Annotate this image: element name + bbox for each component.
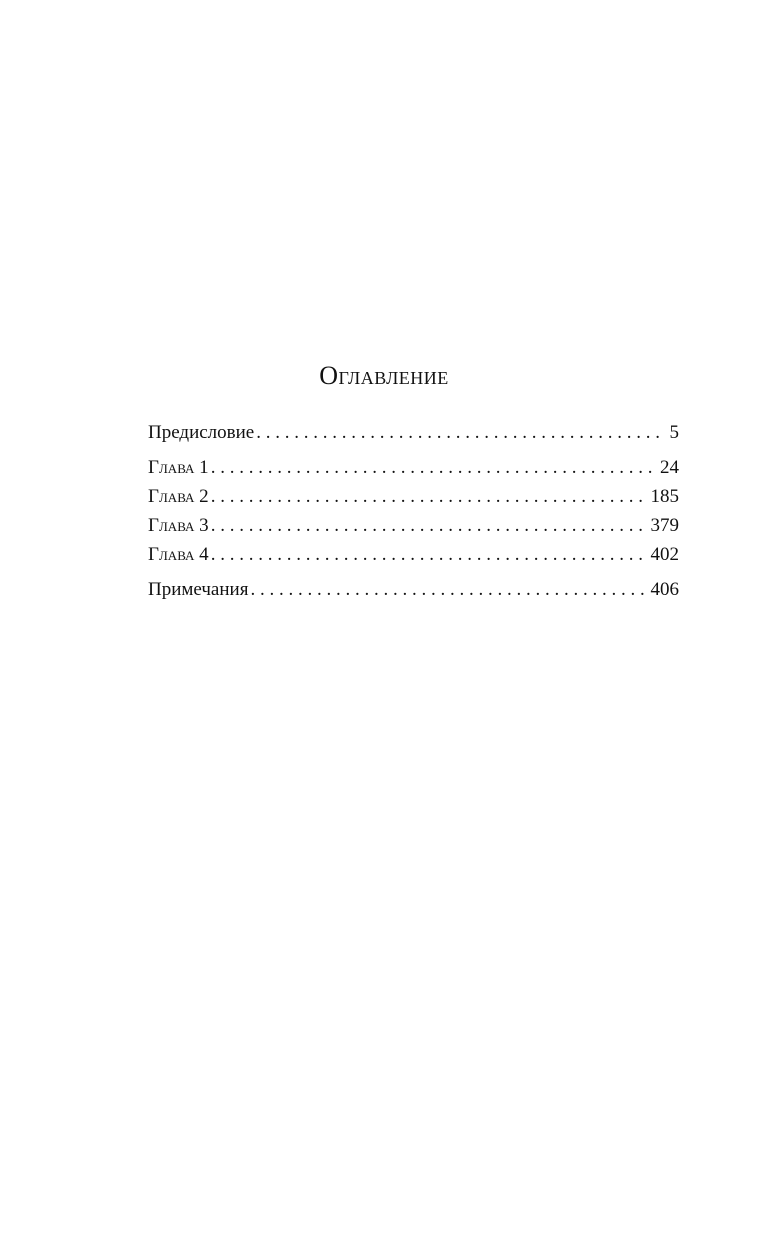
toc-entry-label: Предисловие (148, 422, 255, 443)
dot-leader (211, 540, 648, 569)
dot-leader (211, 482, 648, 511)
dot-leader (211, 453, 657, 482)
toc-entry-page-number: 185 (650, 486, 679, 507)
toc-entry-chapter-2 (148, 482, 679, 511)
toc-entry-page-number: 406 (650, 579, 679, 600)
toc-entry-notes (148, 575, 679, 604)
toc-entry-page-number: 24 (660, 457, 679, 478)
toc-entry-preface (148, 418, 679, 447)
page-title: Оглавление (319, 361, 449, 390)
toc-entry-page-number: 402 (650, 544, 679, 565)
toc-entry-chapter-3 (148, 511, 679, 540)
toc-list (148, 418, 679, 604)
toc-entry-label: Глава 1 (148, 457, 209, 478)
toc-entry-label: Глава 4 (148, 544, 209, 565)
toc-entry-label: Глава 3 (148, 515, 209, 536)
dot-leader (256, 418, 662, 447)
toc-entry-label: Примечания (148, 579, 249, 600)
toc-entry-label: Глава 2 (148, 486, 209, 507)
dot-leader (211, 511, 648, 540)
toc-entry-page-number: 5 (669, 422, 679, 443)
toc-entry-chapter-1 (148, 453, 679, 482)
toc-entry-chapter-4 (148, 540, 679, 569)
toc-entry-page-number: 379 (650, 515, 679, 536)
dot-leader (250, 575, 647, 604)
